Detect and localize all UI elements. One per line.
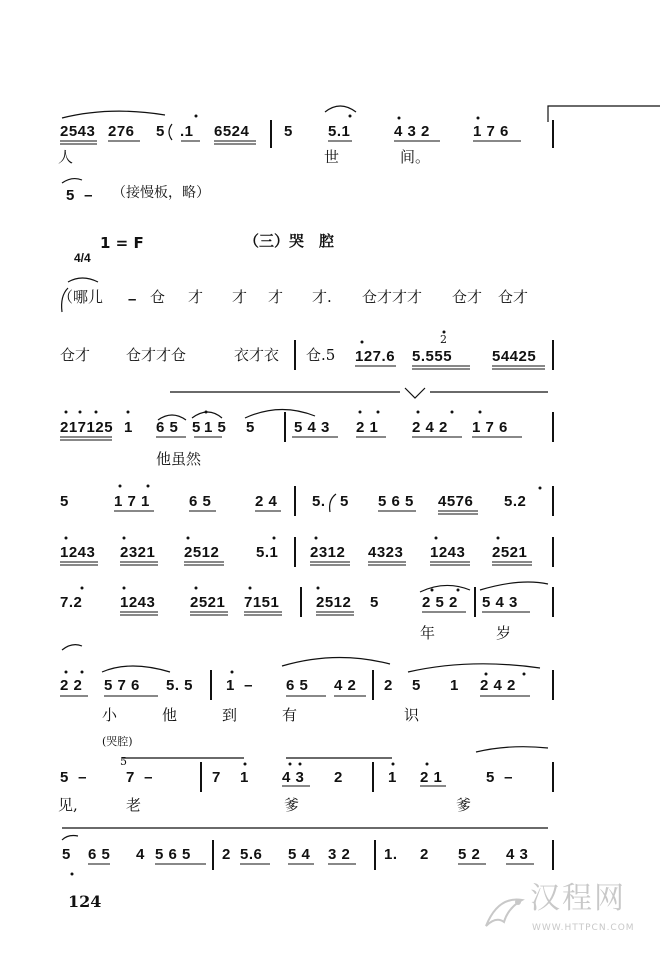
r9-lyric-4: 有 bbox=[282, 706, 298, 724]
r10-lyric-4: 爹 bbox=[456, 796, 472, 814]
time-signature bbox=[74, 228, 91, 288]
r4-item-3: 衣才衣 bbox=[234, 346, 280, 364]
r9-note-7: 2 bbox=[384, 677, 393, 694]
r1-note-8: 4 3 2 bbox=[394, 123, 430, 140]
r1-note-5: 6524 bbox=[214, 123, 250, 140]
r3-item-8: 仓才才才 bbox=[362, 288, 423, 306]
r9-lyric-1: 小 bbox=[102, 706, 118, 724]
r9-lyric-2: 他 bbox=[162, 706, 178, 724]
r9-note-9: 1 bbox=[450, 677, 459, 694]
r11-note-1: 5 bbox=[62, 846, 71, 863]
watermark-text: 汉程网 bbox=[530, 881, 626, 916]
r9-note-10: 2 4 2 bbox=[480, 677, 516, 694]
r4-item-2: 仓才才仓 bbox=[126, 346, 187, 364]
r11-note-2: 6 5 bbox=[88, 846, 111, 863]
r8-note-7: 2 5 2 bbox=[422, 594, 458, 611]
r10-note-9: 5 – bbox=[486, 769, 514, 786]
barline bbox=[210, 670, 212, 700]
r6-note-4: 2 4 bbox=[255, 493, 278, 510]
r4-item-7: 54425 bbox=[492, 348, 537, 365]
r11-note-7: 5 4 bbox=[288, 846, 311, 863]
r10-note-1: 5 – bbox=[60, 769, 88, 786]
r9-note-3: 5. 5 bbox=[166, 677, 194, 694]
section-title: （三）哭 腔 bbox=[244, 232, 335, 250]
r9-note-8: 5 bbox=[412, 677, 421, 694]
barline bbox=[374, 840, 376, 870]
r9-note-5: 6 5 bbox=[286, 677, 309, 694]
r5-note-9: 2 4 2 bbox=[412, 419, 448, 436]
r5-note-2: 1 bbox=[124, 419, 133, 436]
r8-lyric-2: 岁 bbox=[496, 624, 512, 642]
r6-note-7: 5 6 5 bbox=[378, 493, 414, 510]
barline bbox=[552, 486, 554, 516]
r8-note-3: 2521 bbox=[190, 594, 226, 611]
barline bbox=[294, 340, 296, 370]
r1-lyric-3: 间。 bbox=[400, 148, 431, 166]
r10-label: (哭腔) bbox=[102, 735, 133, 748]
r7-note-7: 1243 bbox=[430, 544, 466, 561]
time-signature-value: 4/4 bbox=[74, 251, 91, 265]
r4-grace-note: 2 bbox=[440, 333, 447, 346]
r1-lyric-2: 世 bbox=[324, 148, 340, 166]
r4-item-6: 5.555 bbox=[412, 348, 453, 365]
r5-note-1: 217125 bbox=[60, 419, 114, 436]
r5-note-5: 1 5 bbox=[204, 419, 227, 436]
r1-note-4: .1 bbox=[180, 123, 194, 140]
r9-lyric-3: 到 bbox=[222, 706, 238, 724]
r10-note-4: 1 bbox=[240, 769, 249, 786]
barline bbox=[372, 670, 374, 700]
r5-note-8: 2 1 bbox=[356, 419, 379, 436]
r6-note-1: 5 bbox=[60, 493, 69, 510]
r5-lyric-1: 他虽然 bbox=[156, 450, 202, 468]
watermark-logo bbox=[478, 880, 648, 940]
r4-item-5: 127.6 bbox=[355, 348, 396, 365]
r10-lyric-3: 爹 bbox=[284, 796, 300, 814]
r4-item-1: 仓才 bbox=[60, 346, 91, 364]
r11-note-4: 5 6 5 bbox=[155, 846, 191, 863]
barline bbox=[270, 120, 272, 148]
r8-lyric-1: 年 bbox=[420, 624, 436, 642]
r10-grace: 5 bbox=[120, 755, 127, 768]
r8-note-2: 1243 bbox=[120, 594, 156, 611]
barline bbox=[552, 762, 554, 792]
r6-note-8: 4576 bbox=[438, 493, 474, 510]
r10-note-6: 2 bbox=[334, 769, 343, 786]
barline bbox=[552, 587, 554, 617]
r3-item-1: （哪儿 bbox=[58, 288, 104, 306]
r8-note-4: 7151 bbox=[244, 594, 280, 611]
r3-item-3: 仓 bbox=[150, 288, 166, 306]
r3-item-4: 才 bbox=[188, 288, 204, 306]
barline bbox=[552, 537, 554, 567]
barline bbox=[552, 412, 554, 442]
r10-note-8: 2 1 bbox=[420, 769, 443, 786]
barline bbox=[200, 762, 202, 792]
r2-note: 5 – bbox=[66, 187, 94, 204]
barline bbox=[372, 762, 374, 792]
barline bbox=[212, 840, 214, 870]
r4-item-4: 仓.5 bbox=[306, 346, 336, 364]
barline bbox=[552, 340, 554, 370]
r6-note-3: 6 5 bbox=[189, 493, 212, 510]
r6-note-2: 1 7 1 bbox=[114, 493, 150, 510]
r7-note-1: 1243 bbox=[60, 544, 96, 561]
r11-note-9: 1. bbox=[384, 846, 398, 863]
r9-note-6: 4 2 bbox=[334, 677, 357, 694]
barline bbox=[294, 537, 296, 567]
r5-note-7: 5 4 3 bbox=[294, 419, 330, 436]
r8-note-6: 5 bbox=[370, 594, 379, 611]
r5-note-10: 1 7 6 bbox=[472, 419, 508, 436]
r11-note-6: 5.6 bbox=[240, 846, 263, 863]
barline bbox=[552, 670, 554, 700]
r10-note-7: 1 bbox=[388, 769, 397, 786]
r1-note-1: 2543 bbox=[60, 123, 96, 140]
r3-item-6: 才 bbox=[268, 288, 284, 306]
r6-note-6: 5 bbox=[340, 493, 349, 510]
r5-note-3: 6 5 bbox=[156, 419, 179, 436]
r11-note-8: 3 2 bbox=[328, 846, 351, 863]
r11-note-12: 4 3 bbox=[506, 846, 529, 863]
r11-note-11: 5 2 bbox=[458, 846, 481, 863]
r9-lyric-5: 识 bbox=[404, 706, 420, 724]
r8-note-8: 5 4 3 bbox=[482, 594, 518, 611]
r3-item-7: 才. bbox=[312, 288, 332, 306]
r9-note-4: 1 – bbox=[226, 677, 254, 694]
r1-note-3: 5 bbox=[156, 123, 165, 140]
r7-note-6: 4323 bbox=[368, 544, 404, 561]
r3-item-10: 仓才 bbox=[498, 288, 529, 306]
r8-note-5: 2512 bbox=[316, 594, 352, 611]
r1-note-9: 1 7 6 bbox=[473, 123, 509, 140]
r3-item-5: 才 bbox=[232, 288, 248, 306]
barline bbox=[284, 412, 286, 442]
r7-note-2: 2321 bbox=[120, 544, 156, 561]
r6-note-5: 5. bbox=[312, 493, 326, 510]
r1-note-7: 5.1 bbox=[328, 123, 351, 140]
r11-note-10: 2 bbox=[420, 846, 429, 863]
r3-item-2: – bbox=[128, 291, 137, 308]
barline bbox=[552, 120, 554, 148]
r1-lyric-1: 人 bbox=[58, 148, 74, 166]
r9-note-1: 2 2 bbox=[60, 677, 83, 694]
r5-note-4: 5 bbox=[192, 419, 201, 436]
r7-note-4: 5.1 bbox=[256, 544, 279, 561]
barline bbox=[552, 840, 554, 870]
barline bbox=[474, 587, 476, 617]
r6-note-9: 5.2 bbox=[504, 493, 527, 510]
barline bbox=[294, 486, 296, 516]
r7-note-5: 2312 bbox=[310, 544, 346, 561]
r10-lyric-2: 老 bbox=[126, 796, 142, 814]
watermark-crane-icon bbox=[478, 886, 528, 936]
r1-note-6: 5 bbox=[284, 123, 293, 140]
r11-note-5: 2 bbox=[222, 846, 231, 863]
r7-note-8: 2521 bbox=[492, 544, 528, 561]
r3-item-9: 仓才 bbox=[452, 288, 483, 306]
page-number: 124 bbox=[68, 892, 102, 911]
r2-annotation: （接慢板，略） bbox=[112, 185, 210, 201]
watermark-url: WWW.HTTPCN.COM bbox=[532, 923, 635, 933]
r9-note-2: 5 7 6 bbox=[104, 677, 140, 694]
r10-lyric-1: 见, bbox=[58, 796, 78, 814]
r10-note-2: 7 – bbox=[126, 769, 154, 786]
r5-note-6: 5 bbox=[246, 419, 255, 436]
r10-note-3: 7 bbox=[212, 769, 221, 786]
r8-note-1: 7.2 bbox=[60, 594, 83, 611]
barline bbox=[300, 587, 302, 617]
r7-note-3: 2512 bbox=[184, 544, 220, 561]
r11-note-3: 4 bbox=[136, 846, 145, 863]
r10-note-5: 4 3 bbox=[282, 769, 305, 786]
r1-note-2: 276 bbox=[108, 123, 135, 140]
key-signature: 1 = F bbox=[100, 234, 144, 252]
